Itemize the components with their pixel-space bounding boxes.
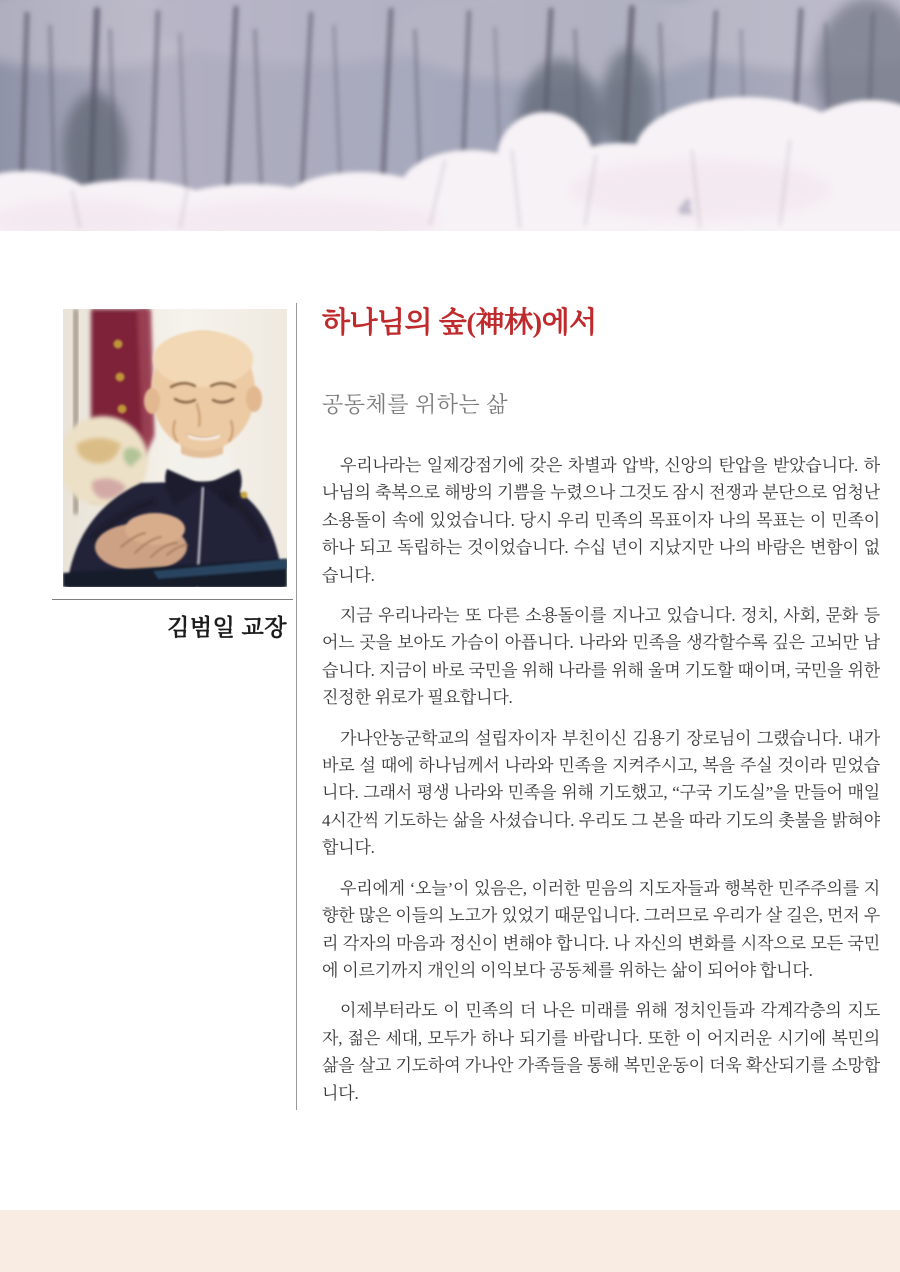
photo-caption: 김범일 교장 — [167, 615, 287, 640]
article-paragraph: 우리에게 ‘오늘’이 있음은, 이러한 믿음의 지도자들과 행복한 민주주의를 지향한 많은 이들의 노고가 있었기 때문입니다. 그러므로 우리가 살 길은, 먼저 우리 각자의 마음과 정신이 변해야 합니다. 나 자신의 변화를 시작으로 모든 국민에 이르기까지 개인의 이익보다 공동체를 위하는 삶이 되어야 합니다. — [322, 878, 880, 980]
vertical-divider — [296, 303, 297, 1110]
portrait-illustration — [63, 309, 287, 587]
article-subtitle: 공동체를 위하는 삶 — [322, 392, 509, 417]
principal-portrait-photo — [63, 309, 287, 587]
article-title: 하나님의 숲(神林)에서 — [322, 307, 597, 339]
article-paragraph: 우리나라는 일제강점기에 갖은 차별과 압박, 신앙의 탄압을 받았습니다. 하나님의 축복으로 해방의 기쁨을 누렸으나 그것도 잠시 전쟁과 분단으로 엄청난 소용돌이 속에 있었습니다. 당시 우리 민족의 목표이자 나의 목표는 이 민족이 하나 되고 독립하는 것이었습니다. 수십 년이 지났지만 나의 바람은 변함이 없습니다. — [322, 456, 880, 585]
footer-band — [0, 1210, 900, 1272]
article-paragraph: 가나안농군학교의 설립자이자 부친이신 김용기 장로님이 그랬습니다. 내가 바로 설 때에 하나님께서 나라와 민족을 지켜주시고, 복을 주실 것이라 믿었습니다. 그래서 평생 나라와 민족을 위해 기도했고, “구국 기도실”을 만들어 매일 4시간씩 기도하는 삶을 사셨습니다. 우리도 그 본을 따라 기도의 촛불을 밝혀야 합니다. — [322, 728, 880, 858]
winter-forest-illustration — [0, 0, 900, 231]
winter-forest-photo — [0, 0, 900, 231]
article-body — [322, 452, 880, 1107]
article-paragraph: 이제부터라도 이 민족의 더 나은 미래를 위해 정치인들과 각계각층의 지도자, 젊은 세대, 모두가 하나 되기를 바랍니다. 또한 이 어지러운 시기에 복민의 삶을 살고 기도하여 가나안 가족들을 통해 복민운동이 더욱 확산되기를 소망합니다. — [322, 1001, 880, 1103]
caption-divider — [52, 599, 293, 600]
article-paragraph: 지금 우리나라는 또 다른 소용돌이를 지나고 있습니다. 정치, 사회, 문화 등 어느 곳을 보아도 가슴이 아픕니다. 나라와 민족을 생각할수록 깊은 고뇌만 남습니다. 지금이 바로 국민을 위해 나라를 위해 울며 기도할 때이며, 국민을 위한 진정한 위로가 필요합니다. — [322, 606, 880, 708]
article — [322, 300, 880, 1107]
